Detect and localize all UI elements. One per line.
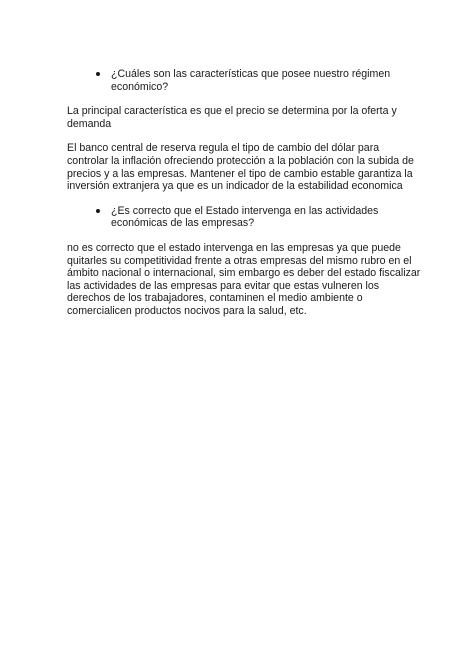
answer-paragraph-2: El banco central de reserva regula el tipo de cambio del dólar para controlar la inflación ofreciendo protección a la población con la subida de precios y a las empresas. Mantener el tipo de cambio estable garantiza la inversión extranjera ya que es un indicador de la estabilidad economica (67, 142, 414, 193)
question-bullet-2 (67, 205, 422, 230)
question-1-text: ¿Cuáles son las características que posee nuestro régimen económico? (111, 68, 391, 93)
question-2-text: ¿Es correcto que el Estado intervenga en las actividades económicas de las empresas? (111, 204, 379, 230)
bullet-icon (96, 72, 100, 76)
question-bullet-1 (67, 68, 422, 93)
answer-paragraph-3: no es correcto que el estado intervenga en las empresas ya que puede quitarles su competitividad frente a otras empresas del mismo rubro en el ámbito nacional o internacional, sim embargo es deber del estado fiscalizar las actividades de las empresas para evitar que estas vulneren los derechos de los trabajadores, contaminen el medio ambiente o comercialicen productos nocivos para la salud, etc. (67, 241, 421, 317)
answer-paragraph-1: La principal característica es que el precio se determina por la oferta y demanda (67, 105, 397, 130)
document-body (67, 68, 422, 318)
bullet-icon (96, 209, 100, 213)
